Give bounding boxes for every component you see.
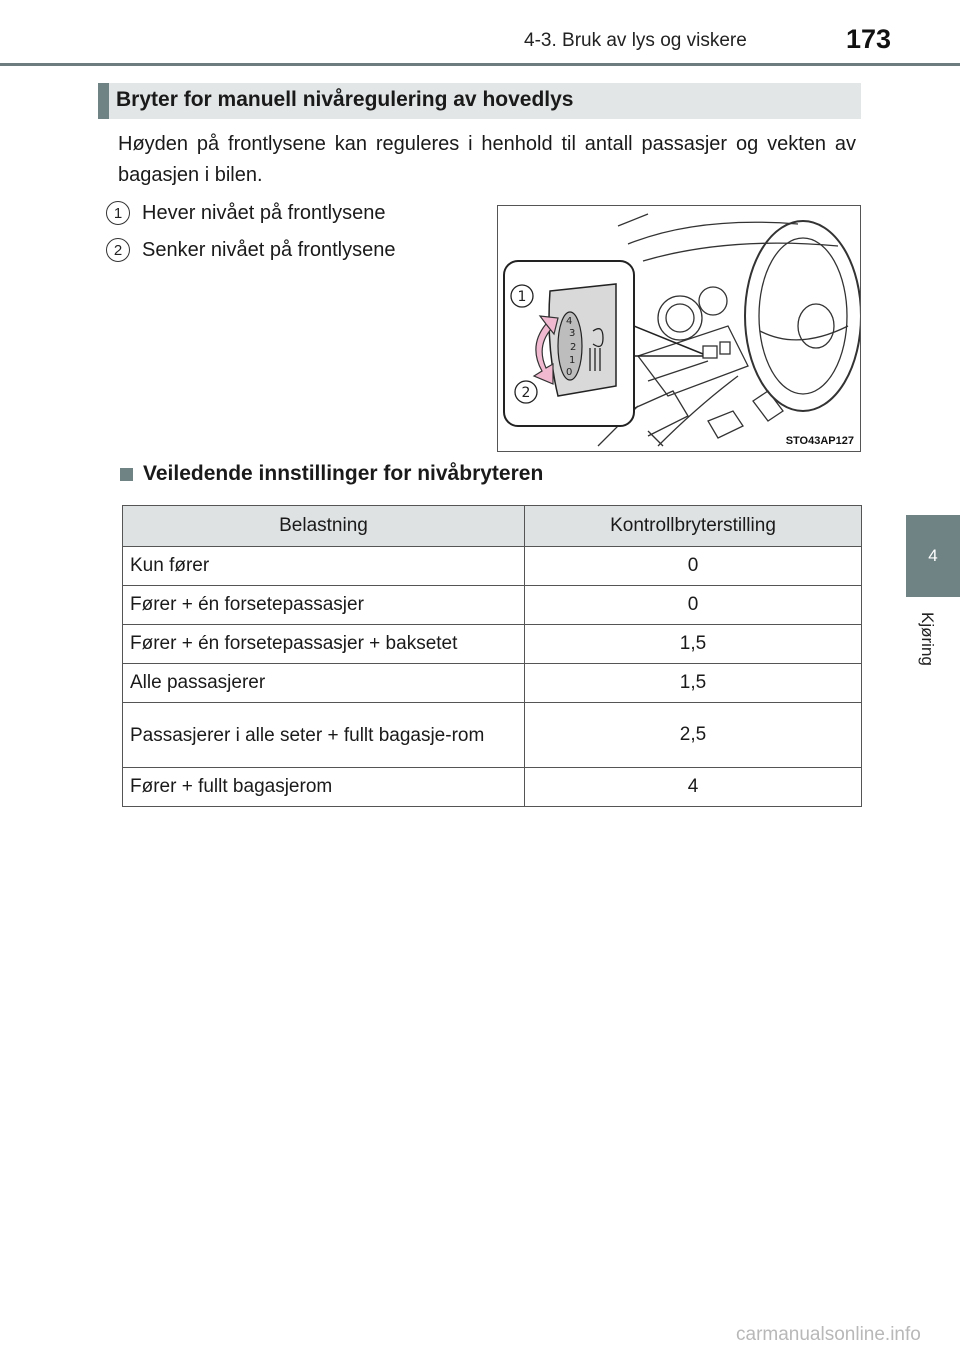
page-number: 173 — [846, 24, 892, 54]
table-row — [123, 547, 862, 586]
subsection-title: Veiledende innstillinger for nivåbryteren — [143, 462, 544, 485]
table-row — [123, 703, 862, 768]
list-item-text: Senker nivået på frontlysene — [142, 238, 396, 261]
table-row — [123, 625, 862, 664]
callout-1: 1 — [517, 289, 527, 305]
list-item — [106, 238, 396, 262]
list-item-text: Hever nivået på frontlysene — [142, 201, 386, 224]
position-cell: 1,5 — [525, 664, 862, 703]
table-row — [123, 664, 862, 703]
table-row — [123, 768, 862, 807]
load-cell-text: Passasjerer i alle seter + fullt bagasje-rom — [130, 724, 485, 746]
chapter-tab-number: 4 — [928, 546, 938, 565]
position-cell: 4 — [525, 768, 862, 807]
position-cell: 1,5 — [525, 625, 862, 664]
position-cell: 2,5 — [525, 703, 862, 768]
headlight-leveling-illustration — [497, 205, 861, 452]
figure-code: STO43AP127 — [785, 435, 854, 447]
subsection-heading — [120, 462, 543, 486]
column-header-load: Belastning — [123, 506, 525, 547]
load-cell: Fører + fullt bagasjerom — [123, 768, 525, 807]
dial-mark: 3 — [569, 328, 576, 339]
intro-paragraph: Høyden på frontlysene kan reguleres i henhold til antall passasjer og vekten av bagasjen i bilen. — [118, 133, 856, 186]
dial-mark: 2 — [570, 342, 577, 353]
list-item — [106, 201, 385, 225]
dashboard-drawing — [498, 206, 860, 451]
chapter-heading: 4-3. Bruk av lys og viskere — [524, 30, 747, 51]
dial-mark: 1 — [569, 355, 576, 366]
load-cell: Kun fører — [123, 547, 525, 586]
header-divider — [0, 63, 960, 66]
dial-mark: 0 — [566, 367, 573, 378]
watermark: carmanualsonline.info — [736, 1324, 921, 1345]
leveling-settings-table — [122, 505, 862, 807]
dial-mark: 4 — [566, 316, 573, 327]
load-cell — [123, 703, 525, 768]
chapter-tab-label: Kjøring — [918, 612, 937, 666]
table-row — [123, 586, 862, 625]
chapter-tab[interactable] — [906, 515, 960, 597]
position-cell: 0 — [525, 547, 862, 586]
column-header-position: Kontrollbryterstilling — [525, 506, 862, 547]
load-cell: Fører + én forsetepassasjer + baksetet — [123, 625, 525, 664]
position-cell: 0 — [525, 586, 862, 625]
load-cell: Alle passasjerer — [123, 664, 525, 703]
square-bullet-icon — [120, 468, 133, 481]
callout-2: 2 — [521, 385, 531, 401]
section-title: Bryter for manuell nivåregulering av hovedlys — [116, 88, 574, 111]
callout-number: 1 — [106, 201, 130, 225]
callout-number: 2 — [106, 238, 130, 262]
table-header-row — [123, 506, 862, 547]
load-cell: Fører + én forsetepassasjer — [123, 586, 525, 625]
